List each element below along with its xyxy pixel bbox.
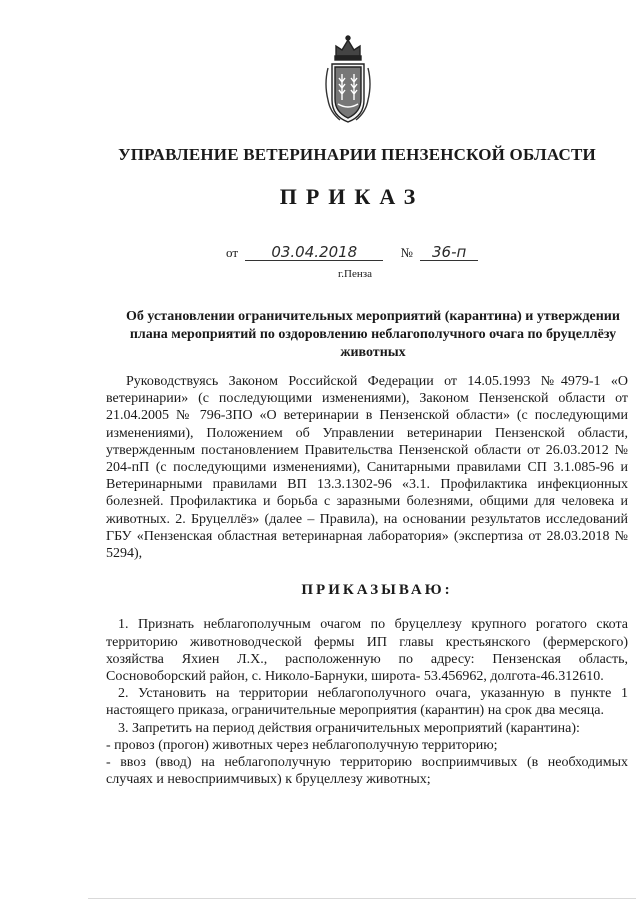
document-type-title: ПРИКАЗ — [279, 184, 425, 209]
scan-edge-line — [88, 898, 636, 899]
penza-coat-of-arms-icon — [322, 34, 374, 126]
number-prefix: № — [400, 245, 413, 260]
date-number-line — [226, 244, 478, 261]
date-prefix: от — [226, 245, 239, 260]
orders-heading: ПРИКАЗЫВАЮ: — [301, 582, 453, 599]
organization-title: УПРАВЛЕНИЕ ВЕТЕРИНАРИИ ПЕНЗЕНСКОЙ ОБЛАСТИ — [118, 145, 596, 164]
clause-1: 1. Признать неблагополучным очагом по бруцеллезу крупного рогатого скота территорию животноводческой фермы ИП главы крестьянского (фермерского) хозяйства Яхиен Л.Х., расположенную по адресу: Пензенская область, Сосновоборский район, с. Николо-Барнуки, широта- 53.456962, долгота-46.312610. — [106, 617, 628, 685]
order-subject: Об установлении ограничительных мероприятий (карантина) и утверждении плана мероприятий по оздоровлению неблагополучного очага по бруцеллёзу животных — [126, 309, 620, 360]
clause-2: 2. Установить на территории неблагополучного очага, указанную в пункте 1 настоящего приказа, ограничительные мероприятия (карантин) на срок два месяца. — [106, 686, 628, 719]
number-field: 36-п — [420, 244, 478, 261]
clause-3: 3. Запретить на период действия ограничительных мероприятий (карантина): — [118, 720, 580, 736]
clause-3-bullet-1: - провоз (прогон) животных через неблагополучную территорию; — [106, 737, 498, 753]
city-label: г.Пенза — [338, 268, 372, 280]
order-body — [106, 373, 628, 788]
clause-3-bullet-2: - ввоз (ввод) на неблагополучную территорию восприимчивых (в необходимых случаях и невосприимчивых) к бруцеллезу животных; — [106, 755, 628, 788]
preamble-paragraph: Руководствуясь Законом Российской Федерации от 14.05.1993 №4979-1 «О ветеринарии» (с последующими изменениями), Законом Пензенской области от 21.04.2005 № 796-ЗПО «О ветеринарии в Пензенской области» (с последующими изменениями), Положением об Управлении ветеринарии Пензенской области, утвержденным постановлением Правительства Пензенской области от 26.03.2012 № 204-пП (с последующими изменениями), Санитарными правилами СП 3.1.085-96 и Ветеринарными правилами ВП 13.3.1302-96 «3.1. Профилактика инфекционных болезней. Профилактика и борьба с заразными болезнями, общими для человека и животных. 2. Бруцеллёз» (далее – Правила), на основании результатов исследований ГБУ «Пензенская областная ветеринарная лаборатория» (экспертиза от 28.03.2018 № 5294), — [106, 374, 628, 562]
date-field: 03.04.2018 — [245, 244, 383, 261]
